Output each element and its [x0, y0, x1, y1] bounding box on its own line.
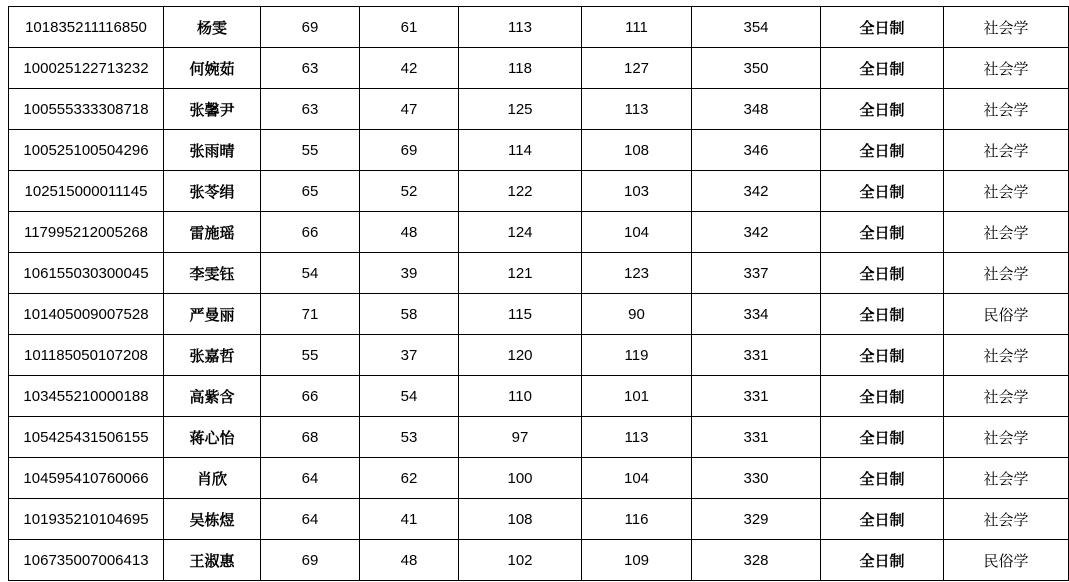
cell-major: 社会学 [944, 48, 1069, 89]
cell-study-type: 全日制 [821, 130, 944, 171]
cell-major: 民俗学 [944, 540, 1069, 581]
cell-candidate-id: 100025122713232 [9, 48, 164, 89]
cell-score-3: 122 [459, 171, 582, 212]
cell-name: 严曼丽 [164, 294, 261, 335]
cell-score-4: 104 [582, 212, 692, 253]
cell-name: 肖欣 [164, 458, 261, 499]
cell-study-type: 全日制 [821, 335, 944, 376]
cell-total: 328 [692, 540, 821, 581]
cell-score-3: 110 [459, 376, 582, 417]
cell-study-type: 全日制 [821, 376, 944, 417]
cell-score-2: 48 [360, 212, 459, 253]
cell-candidate-id: 103455210000188 [9, 376, 164, 417]
cell-candidate-id: 101185050107208 [9, 335, 164, 376]
cell-major: 社会学 [944, 376, 1069, 417]
table-row [9, 417, 1069, 458]
cell-study-type: 全日制 [821, 89, 944, 130]
cell-score-4: 103 [582, 171, 692, 212]
cell-score-4: 90 [582, 294, 692, 335]
cell-score-1: 63 [261, 48, 360, 89]
cell-score-2: 37 [360, 335, 459, 376]
cell-candidate-id: 100525100504296 [9, 130, 164, 171]
score-table [8, 6, 1069, 581]
cell-study-type: 全日制 [821, 253, 944, 294]
cell-candidate-id: 117995212005268 [9, 212, 164, 253]
cell-score-2: 47 [360, 89, 459, 130]
cell-name: 何婉茹 [164, 48, 261, 89]
cell-score-1: 63 [261, 89, 360, 130]
cell-study-type: 全日制 [821, 458, 944, 499]
cell-name: 张苓绢 [164, 171, 261, 212]
cell-score-1: 69 [261, 540, 360, 581]
cell-score-1: 69 [261, 7, 360, 48]
cell-candidate-id: 101835211116850 [9, 7, 164, 48]
cell-study-type: 全日制 [821, 294, 944, 335]
cell-name: 张雨晴 [164, 130, 261, 171]
cell-score-4: 104 [582, 458, 692, 499]
table-row [9, 253, 1069, 294]
cell-candidate-id: 104595410760066 [9, 458, 164, 499]
cell-major: 社会学 [944, 417, 1069, 458]
cell-score-4: 127 [582, 48, 692, 89]
cell-study-type: 全日制 [821, 499, 944, 540]
cell-score-1: 64 [261, 458, 360, 499]
cell-study-type: 全日制 [821, 540, 944, 581]
cell-major: 民俗学 [944, 294, 1069, 335]
cell-score-2: 53 [360, 417, 459, 458]
cell-candidate-id: 102515000011145 [9, 171, 164, 212]
cell-score-4: 109 [582, 540, 692, 581]
cell-major: 社会学 [944, 171, 1069, 212]
table-row [9, 458, 1069, 499]
cell-score-1: 68 [261, 417, 360, 458]
cell-score-4: 113 [582, 89, 692, 130]
cell-score-2: 61 [360, 7, 459, 48]
cell-major: 社会学 [944, 130, 1069, 171]
cell-candidate-id: 105425431506155 [9, 417, 164, 458]
cell-score-4: 108 [582, 130, 692, 171]
table-row [9, 540, 1069, 581]
cell-name: 吴栋煜 [164, 499, 261, 540]
cell-score-2: 39 [360, 253, 459, 294]
cell-score-2: 62 [360, 458, 459, 499]
table-row [9, 499, 1069, 540]
table-row [9, 171, 1069, 212]
cell-total: 334 [692, 294, 821, 335]
cell-study-type: 全日制 [821, 417, 944, 458]
cell-score-2: 42 [360, 48, 459, 89]
cell-name: 张馨尹 [164, 89, 261, 130]
cell-score-3: 100 [459, 458, 582, 499]
cell-score-3: 97 [459, 417, 582, 458]
cell-score-1: 64 [261, 499, 360, 540]
table-row [9, 130, 1069, 171]
table-row [9, 7, 1069, 48]
cell-score-1: 55 [261, 130, 360, 171]
cell-score-2: 52 [360, 171, 459, 212]
cell-study-type: 全日制 [821, 171, 944, 212]
cell-score-2: 41 [360, 499, 459, 540]
cell-score-4: 123 [582, 253, 692, 294]
cell-total: 348 [692, 89, 821, 130]
cell-score-4: 116 [582, 499, 692, 540]
cell-study-type: 全日制 [821, 7, 944, 48]
cell-total: 330 [692, 458, 821, 499]
cell-major: 社会学 [944, 499, 1069, 540]
cell-study-type: 全日制 [821, 212, 944, 253]
cell-total: 346 [692, 130, 821, 171]
cell-major: 社会学 [944, 7, 1069, 48]
cell-score-2: 54 [360, 376, 459, 417]
cell-total: 331 [692, 376, 821, 417]
cell-major: 社会学 [944, 212, 1069, 253]
cell-score-4: 113 [582, 417, 692, 458]
cell-score-3: 114 [459, 130, 582, 171]
cell-name: 蒋心怡 [164, 417, 261, 458]
cell-candidate-id: 100555333308718 [9, 89, 164, 130]
cell-score-4: 119 [582, 335, 692, 376]
cell-score-1: 66 [261, 212, 360, 253]
cell-major: 社会学 [944, 458, 1069, 499]
cell-study-type: 全日制 [821, 48, 944, 89]
cell-major: 社会学 [944, 89, 1069, 130]
cell-score-3: 102 [459, 540, 582, 581]
cell-score-1: 54 [261, 253, 360, 294]
cell-score-2: 69 [360, 130, 459, 171]
cell-name: 杨雯 [164, 7, 261, 48]
cell-total: 331 [692, 417, 821, 458]
cell-score-1: 55 [261, 335, 360, 376]
cell-score-2: 48 [360, 540, 459, 581]
cell-score-4: 101 [582, 376, 692, 417]
cell-candidate-id: 101935210104695 [9, 499, 164, 540]
cell-candidate-id: 101405009007528 [9, 294, 164, 335]
table-row [9, 48, 1069, 89]
cell-major: 社会学 [944, 253, 1069, 294]
cell-score-2: 58 [360, 294, 459, 335]
table-row [9, 376, 1069, 417]
table-row [9, 294, 1069, 335]
table-row [9, 335, 1069, 376]
cell-score-3: 115 [459, 294, 582, 335]
cell-score-3: 120 [459, 335, 582, 376]
cell-total: 331 [692, 335, 821, 376]
table-body [9, 7, 1069, 581]
cell-total: 329 [692, 499, 821, 540]
cell-name: 王淑惠 [164, 540, 261, 581]
cell-total: 337 [692, 253, 821, 294]
cell-score-4: 111 [582, 7, 692, 48]
table-row [9, 212, 1069, 253]
cell-total: 354 [692, 7, 821, 48]
cell-candidate-id: 106155030300045 [9, 253, 164, 294]
cell-name: 雷施瑶 [164, 212, 261, 253]
cell-candidate-id: 106735007006413 [9, 540, 164, 581]
cell-name: 高紫含 [164, 376, 261, 417]
cell-name: 李雯钰 [164, 253, 261, 294]
cell-total: 342 [692, 212, 821, 253]
cell-name: 张嘉哲 [164, 335, 261, 376]
cell-total: 350 [692, 48, 821, 89]
cell-total: 342 [692, 171, 821, 212]
cell-score-3: 108 [459, 499, 582, 540]
cell-score-3: 113 [459, 7, 582, 48]
cell-score-3: 121 [459, 253, 582, 294]
cell-score-3: 124 [459, 212, 582, 253]
cell-score-1: 66 [261, 376, 360, 417]
cell-major: 社会学 [944, 335, 1069, 376]
cell-score-1: 71 [261, 294, 360, 335]
cell-score-1: 65 [261, 171, 360, 212]
cell-score-3: 118 [459, 48, 582, 89]
table-row [9, 89, 1069, 130]
cell-score-3: 125 [459, 89, 582, 130]
